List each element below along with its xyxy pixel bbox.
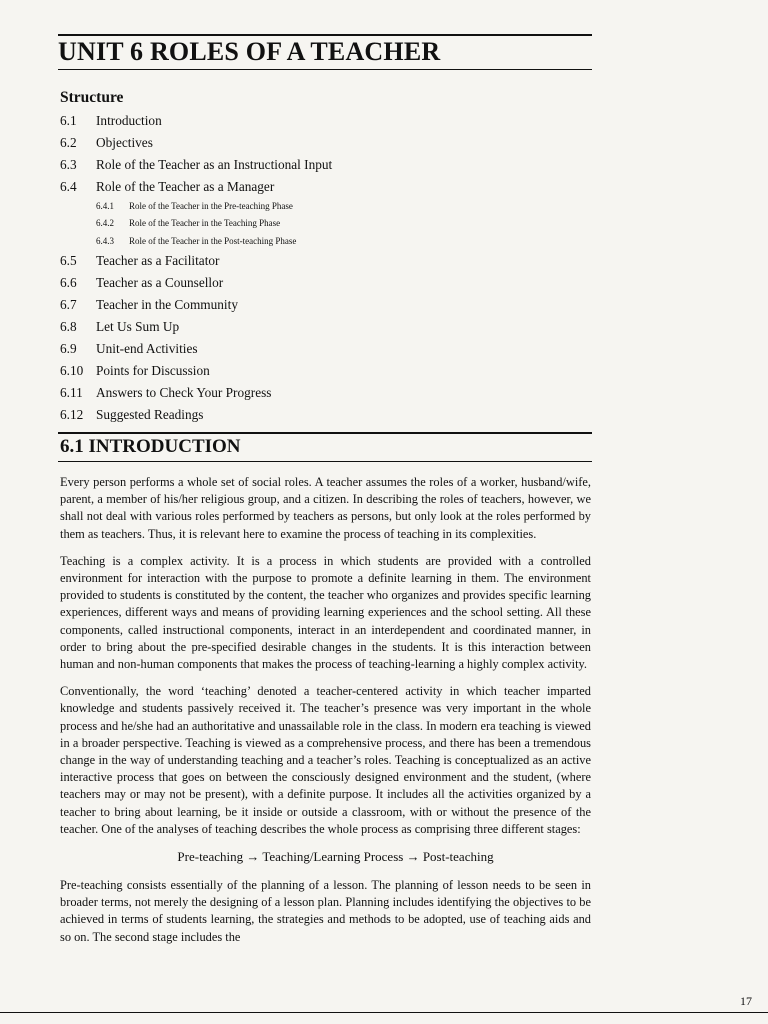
- item-title: Points for Discussion: [96, 363, 210, 379]
- footer-rule: [0, 1012, 768, 1013]
- item-title: Introduction: [96, 113, 162, 128]
- list-item: [60, 110, 590, 132]
- sub-list-item: [60, 198, 590, 215]
- structure-list: [60, 110, 590, 426]
- item-number: 6.7: [60, 297, 77, 313]
- item-number: 6.11: [60, 385, 83, 401]
- item-title: Objectives: [96, 135, 153, 150]
- item-title: Role of the Teacher in the Teaching Phase: [129, 218, 281, 229]
- unit-title: UNIT 6 ROLES OF A TEACHER: [58, 37, 441, 66]
- page-number: 17: [740, 994, 752, 1008]
- list-item: [60, 132, 590, 154]
- paragraph: Conventionally, the word ‘teaching’ denoted a teacher-centered activity in which teacher imparted knowledge and students passively received it. The teacher’s presence was very important in the whole process and he/she had an authoritative and unassailable role in the class. In modern era teaching is viewed in a broader perspective. Teaching is viewed as a comprehensive process, and there has been a tremendous change in the way of understanding teaching and a teacher’s roles. Teaching is conceptualized as an active interactive process that goes on between the consciously designed environment and the student, (where teachers may or may not be present), with a definite purpose. It includes all the activities organized by a teacher to bring about learning, be it inside or outside a classroom, with or without the presence of the teacher. One of the analyses of teaching describes the whole process as comprising three different stages:: [60, 684, 591, 836]
- item-title: Answers to Check Your Progress: [96, 385, 272, 401]
- item-title: Suggested Readings: [96, 407, 204, 423]
- paragraph: Pre-teaching consists essentially of the planning of a lesson. The planning of lesson needs to be seen in broader terms, not merely the designing of a lesson plan. Planning includes identifying the objectives to be achieved in terms of students learning, the strategies and methods to be adopted, use of teaching aids and so on. The second stage includes the: [60, 878, 591, 944]
- item-title: Let Us Sum Up: [96, 319, 180, 335]
- item-number: 6.4.1: [96, 201, 114, 211]
- list-item: [60, 404, 590, 426]
- item-title: Role of the Teacher as a Manager: [96, 179, 275, 194]
- list-item: [60, 294, 590, 316]
- item-title: Teacher in the Community: [96, 297, 238, 313]
- structure-heading: Structure: [60, 89, 124, 106]
- section-underline: [58, 461, 592, 462]
- list-item: [60, 382, 590, 404]
- title-underline: [58, 69, 592, 70]
- sub-list-item: [60, 215, 590, 232]
- section-top-rule: [58, 432, 592, 434]
- item-number: 6.8: [60, 319, 77, 335]
- item-number: 6.4.3: [96, 235, 114, 246]
- item-title: Role of the Teacher as an Instructional Input: [96, 157, 333, 172]
- item-number: 6.12: [60, 407, 84, 423]
- top-rule: [58, 34, 592, 36]
- item-title: Teacher as a Facilitator: [96, 253, 220, 269]
- teaching-stages-flow: Pre-teaching → Teaching/Learning Process → Post-teaching: [177, 849, 494, 865]
- list-item: [60, 154, 590, 176]
- item-number: 6.1: [60, 113, 77, 128]
- sub-list-item: [60, 233, 590, 250]
- item-title: Teacher as a Counsellor: [96, 275, 224, 291]
- item-number: 6.5: [60, 253, 77, 269]
- item-number: 6.4: [60, 179, 77, 194]
- item-title: Role of the Teacher in the Post-teaching Phase: [129, 235, 297, 246]
- item-number: 6.2: [60, 135, 77, 150]
- list-item: [60, 272, 590, 294]
- item-number: 6.9: [60, 341, 77, 357]
- list-item: [60, 250, 590, 272]
- item-number: 6.3: [60, 157, 77, 172]
- list-item: [60, 338, 590, 360]
- item-number: 6.10: [60, 363, 84, 379]
- list-item: [60, 316, 590, 338]
- item-number: 6.4.2: [96, 218, 114, 229]
- section-body: [60, 474, 591, 956]
- item-title: Unit-end Activities: [96, 341, 198, 357]
- paragraph: Teaching is a complex activity. It is a process in which students are provided with a controlled environment for interaction with the purpose to promote a definite learning in them. The environment provided to students is constituted by the content, the teacher who organizes and provides specific learning experiences, different ways and means of providing learning experiences and the school setting. All these components, called instructional components, interact in an interdependent and coordinated manner, in order to bring about the pre-specified desirable changes in the students. It is this interaction between human and non-human components that makes the process of teaching-learning a highly complex activity.: [60, 553, 591, 672]
- list-item: [60, 360, 590, 382]
- section-heading: 6.1 INTRODUCTION: [60, 436, 241, 457]
- paragraph: Every person performs a whole set of social roles. A teacher assumes the roles of a worker, husband/wife, parent, a member of his/her religious group, and a citizen. In describing the roles of teachers, however, we shall not deal with various roles performed by teachers as persons, but only look at the roles performed by them as teachers. Thus, it is relevant here to examine the process of teaching in its complexities.: [60, 475, 591, 541]
- list-item: [60, 176, 590, 198]
- item-number: 6.6: [60, 275, 77, 291]
- item-title: Role of the Teacher in the Pre-teaching Phase: [129, 201, 293, 211]
